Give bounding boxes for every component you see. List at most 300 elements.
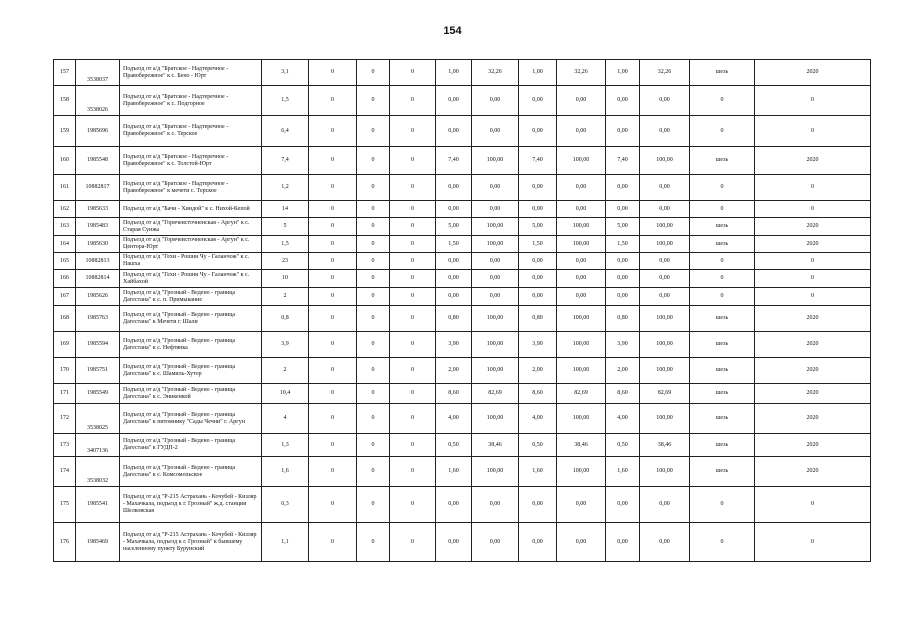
- value-4-cell: 5,00: [436, 218, 472, 236]
- road-code-cell: 3407136: [76, 434, 120, 457]
- row-number-cell: 170: [54, 358, 76, 384]
- value-5-cell: 0,00: [472, 175, 519, 201]
- value-11-cell: 2020: [755, 306, 871, 332]
- value-8-cell: 8,60: [606, 384, 640, 404]
- value-1-cell: 0: [309, 306, 357, 332]
- road-code-cell: 1985630: [76, 236, 120, 253]
- value-1-cell: 0: [309, 288, 357, 306]
- road-name-cell: Подъезд от а/д "Грозный - Ведено - граница Дагестана" к с. п. Примыкание: [120, 288, 262, 306]
- table-row: [54, 384, 871, 404]
- road-code-cell: 1985483: [76, 218, 120, 236]
- value-2-cell: 0: [357, 288, 390, 306]
- table-row: [54, 457, 871, 487]
- value-11-cell: 0: [755, 201, 871, 218]
- row-number-cell: 167: [54, 288, 76, 306]
- road-length-cell: 5: [262, 218, 309, 236]
- value-7-cell: 100,00: [557, 218, 606, 236]
- value-5-cell: 0,00: [472, 253, 519, 270]
- value-1-cell: 0: [309, 201, 357, 218]
- road-code-cell: 10882814: [76, 270, 120, 288]
- value-4-cell: 1,50: [436, 236, 472, 253]
- row-number-cell: 160: [54, 147, 76, 175]
- value-11-cell: 2020: [755, 404, 871, 434]
- road-length-cell: 1,6: [262, 457, 309, 487]
- value-3-cell: 0: [390, 201, 436, 218]
- table-row: [54, 306, 871, 332]
- value-2-cell: 0: [357, 147, 390, 175]
- road-length-cell: 1,1: [262, 523, 309, 562]
- value-4-cell: 0,80: [436, 306, 472, 332]
- table-row: [54, 523, 871, 562]
- value-2-cell: 0: [357, 253, 390, 270]
- value-7-cell: 0,00: [557, 288, 606, 306]
- value-9-cell: 100,00: [640, 306, 690, 332]
- row-number-cell: 172: [54, 404, 76, 434]
- value-3-cell: 0: [390, 270, 436, 288]
- value-9-cell: 38,46: [640, 434, 690, 457]
- value-6-cell: 4,00: [519, 404, 557, 434]
- road-name-cell: Подъезд от а/д "Грозный - Ведено - граница Дагестана" к Мечети г. Шали: [120, 306, 262, 332]
- value-9-cell: 0,00: [640, 175, 690, 201]
- value-10-cell: шезь: [690, 384, 755, 404]
- value-11-cell: 2020: [755, 358, 871, 384]
- value-5-cell: 82,69: [472, 384, 519, 404]
- value-3-cell: 0: [390, 384, 436, 404]
- value-4-cell: 8,60: [436, 384, 472, 404]
- value-9-cell: 0,00: [640, 201, 690, 218]
- value-5-cell: 0,00: [472, 201, 519, 218]
- value-9-cell: 32,26: [640, 60, 690, 86]
- value-11-cell: 0: [755, 116, 871, 147]
- value-5-cell: 100,00: [472, 218, 519, 236]
- road-code-cell: 10882813: [76, 253, 120, 270]
- value-6-cell: 0,50: [519, 434, 557, 457]
- value-5-cell: 0,00: [472, 487, 519, 523]
- value-8-cell: 2,00: [606, 358, 640, 384]
- value-3-cell: 0: [390, 306, 436, 332]
- road-name-cell: Подъезд от а/д "Грозный - Ведено - граница Дагестана" к с. Нефтянка: [120, 332, 262, 358]
- value-3-cell: 0: [390, 253, 436, 270]
- value-10-cell: 0: [690, 288, 755, 306]
- value-1-cell: 0: [309, 457, 357, 487]
- value-5-cell: 100,00: [472, 306, 519, 332]
- road-length-cell: 2: [262, 288, 309, 306]
- value-10-cell: шезь: [690, 358, 755, 384]
- road-code-cell: 1985469: [76, 523, 120, 562]
- value-8-cell: 0,00: [606, 116, 640, 147]
- road-code-cell: 3538032: [76, 457, 120, 487]
- table-row: [54, 434, 871, 457]
- value-5-cell: 100,00: [472, 358, 519, 384]
- road-length-cell: 6,4: [262, 116, 309, 147]
- road-length-cell: 0,3: [262, 487, 309, 523]
- value-6-cell: 7,40: [519, 147, 557, 175]
- value-6-cell: 0,00: [519, 86, 557, 116]
- value-8-cell: 0,00: [606, 270, 640, 288]
- value-5-cell: 100,00: [472, 147, 519, 175]
- value-10-cell: 0: [690, 201, 755, 218]
- value-8-cell: 0,50: [606, 434, 640, 457]
- value-3-cell: 0: [390, 60, 436, 86]
- road-length-cell: 4: [262, 404, 309, 434]
- value-8-cell: 3,90: [606, 332, 640, 358]
- value-11-cell: 2020: [755, 218, 871, 236]
- value-7-cell: 32,26: [557, 60, 606, 86]
- value-3-cell: 0: [390, 116, 436, 147]
- road-length-cell: 2: [262, 358, 309, 384]
- value-7-cell: 0,00: [557, 201, 606, 218]
- value-6-cell: 3,90: [519, 332, 557, 358]
- value-1-cell: 0: [309, 86, 357, 116]
- road-length-cell: 1,5: [262, 236, 309, 253]
- value-10-cell: 0: [690, 270, 755, 288]
- table-row: [54, 404, 871, 434]
- value-6-cell: 0,00: [519, 270, 557, 288]
- value-9-cell: 0,00: [640, 523, 690, 562]
- value-10-cell: 0: [690, 116, 755, 147]
- value-7-cell: 100,00: [557, 236, 606, 253]
- road-length-cell: 0,8: [262, 306, 309, 332]
- value-11-cell: 0: [755, 288, 871, 306]
- value-3-cell: 0: [390, 175, 436, 201]
- table-row: [54, 175, 871, 201]
- road-length-cell: 10,4: [262, 384, 309, 404]
- row-number-cell: 174: [54, 457, 76, 487]
- value-9-cell: 0,00: [640, 270, 690, 288]
- value-10-cell: шезь: [690, 60, 755, 86]
- value-10-cell: шезь: [690, 434, 755, 457]
- value-4-cell: 7,40: [436, 147, 472, 175]
- row-number-cell: 158: [54, 86, 76, 116]
- row-number-cell: 157: [54, 60, 76, 86]
- value-6-cell: 0,00: [519, 175, 557, 201]
- road-length-cell: 14: [262, 201, 309, 218]
- value-9-cell: 100,00: [640, 236, 690, 253]
- road-code-cell: 3538025: [76, 404, 120, 434]
- road-name-cell: Подъезд от а/д "Грозный - Ведено - граница Дагестана" к с. Комсомольское: [120, 457, 262, 487]
- table-row: [54, 147, 871, 175]
- roads-table: [53, 59, 871, 562]
- value-6-cell: 0,00: [519, 116, 557, 147]
- road-length-cell: 3,9: [262, 332, 309, 358]
- table-row: [54, 270, 871, 288]
- value-9-cell: 0,00: [640, 288, 690, 306]
- road-name-cell: Подъезд от а/д "Грозный - Ведено - граница Дагестана" к с. Эникенкой: [120, 384, 262, 404]
- value-9-cell: 100,00: [640, 457, 690, 487]
- road-length-cell: 10: [262, 270, 309, 288]
- row-number-cell: 171: [54, 384, 76, 404]
- value-9-cell: 100,00: [640, 218, 690, 236]
- road-name-cell: Подъезд от а/д "Братское - Надтеречное - Правобережное" к с. Толстой-Юрт: [120, 147, 262, 175]
- value-8-cell: 5,00: [606, 218, 640, 236]
- row-number-cell: 165: [54, 253, 76, 270]
- road-name-cell: Подъезд от а/д "Братское - Надтеречное - Правобережное" к мечети с. Терское: [120, 175, 262, 201]
- value-4-cell: 0,00: [436, 487, 472, 523]
- value-7-cell: 0,00: [557, 116, 606, 147]
- value-7-cell: 100,00: [557, 358, 606, 384]
- value-10-cell: шезь: [690, 404, 755, 434]
- value-3-cell: 0: [390, 434, 436, 457]
- road-name-cell: Подъезд от а/д "Братское - Надтеречное - Правобережное" к с. Подгорное: [120, 86, 262, 116]
- value-1-cell: 0: [309, 404, 357, 434]
- road-code-cell: 1985549: [76, 384, 120, 404]
- value-5-cell: 100,00: [472, 404, 519, 434]
- value-2-cell: 0: [357, 236, 390, 253]
- value-7-cell: 100,00: [557, 404, 606, 434]
- value-8-cell: 0,00: [606, 523, 640, 562]
- value-6-cell: 1,60: [519, 457, 557, 487]
- value-1-cell: 0: [309, 147, 357, 175]
- value-1-cell: 0: [309, 253, 357, 270]
- value-11-cell: 0: [755, 175, 871, 201]
- row-number-cell: 166: [54, 270, 76, 288]
- value-8-cell: 0,00: [606, 288, 640, 306]
- value-11-cell: 0: [755, 523, 871, 562]
- row-number-cell: 176: [54, 523, 76, 562]
- table-row: [54, 487, 871, 523]
- value-8-cell: 0,00: [606, 201, 640, 218]
- value-5-cell: 100,00: [472, 457, 519, 487]
- road-code-cell: 1985626: [76, 288, 120, 306]
- value-5-cell: 0,00: [472, 86, 519, 116]
- value-6-cell: 8,60: [519, 384, 557, 404]
- road-name-cell: Подъезд от а/д "Братское - Надтеречное - Правобережное" к с. Терское: [120, 116, 262, 147]
- table-row: [54, 358, 871, 384]
- value-2-cell: 0: [357, 523, 390, 562]
- road-name-cell: Подъезд от а/д "Грозный - Ведено - граница Дагестана" к с. Шамиль-Хутор: [120, 358, 262, 384]
- value-11-cell: 2020: [755, 147, 871, 175]
- value-11-cell: 2020: [755, 60, 871, 86]
- value-3-cell: 0: [390, 332, 436, 358]
- value-8-cell: 7,40: [606, 147, 640, 175]
- value-7-cell: 0,00: [557, 487, 606, 523]
- row-number-cell: 169: [54, 332, 76, 358]
- value-5-cell: 100,00: [472, 332, 519, 358]
- value-10-cell: шезь: [690, 147, 755, 175]
- value-1-cell: 0: [309, 175, 357, 201]
- row-number-cell: 175: [54, 487, 76, 523]
- road-length-cell: 1,5: [262, 86, 309, 116]
- value-6-cell: 0,00: [519, 288, 557, 306]
- value-3-cell: 0: [390, 218, 436, 236]
- value-8-cell: 4,00: [606, 404, 640, 434]
- row-number-cell: 161: [54, 175, 76, 201]
- value-8-cell: 1,50: [606, 236, 640, 253]
- value-7-cell: 38,46: [557, 434, 606, 457]
- value-11-cell: 2020: [755, 332, 871, 358]
- road-name-cell: Подъезд от а/д "Бачи - Хиндой" к с. Нихой-Кепой: [120, 201, 262, 218]
- table-row: [54, 236, 871, 253]
- value-4-cell: 1,60: [436, 457, 472, 487]
- row-number-cell: 163: [54, 218, 76, 236]
- value-5-cell: 0,00: [472, 116, 519, 147]
- value-10-cell: шезь: [690, 218, 755, 236]
- value-2-cell: 0: [357, 404, 390, 434]
- value-6-cell: 0,00: [519, 523, 557, 562]
- value-2-cell: 0: [357, 270, 390, 288]
- value-4-cell: 0,00: [436, 201, 472, 218]
- value-1-cell: 0: [309, 236, 357, 253]
- value-1-cell: 0: [309, 523, 357, 562]
- page-number: 154: [443, 25, 462, 37]
- value-8-cell: 0,00: [606, 175, 640, 201]
- value-2-cell: 0: [357, 116, 390, 147]
- value-8-cell: 0,00: [606, 487, 640, 523]
- road-length-cell: 1,2: [262, 175, 309, 201]
- value-3-cell: 0: [390, 404, 436, 434]
- value-1-cell: 0: [309, 358, 357, 384]
- road-name-cell: Подъезд от а/д "Горячеисточненская - Аргун" к с. Центора-Юрт: [120, 236, 262, 253]
- value-10-cell: 0: [690, 487, 755, 523]
- value-5-cell: 32,26: [472, 60, 519, 86]
- value-2-cell: 0: [357, 434, 390, 457]
- row-number-cell: 168: [54, 306, 76, 332]
- value-7-cell: 0,00: [557, 86, 606, 116]
- value-7-cell: 0,00: [557, 523, 606, 562]
- table-body: [54, 60, 871, 562]
- value-4-cell: 0,50: [436, 434, 472, 457]
- row-number-cell: 173: [54, 434, 76, 457]
- value-5-cell: 0,00: [472, 523, 519, 562]
- value-1-cell: 0: [309, 384, 357, 404]
- value-6-cell: 0,00: [519, 201, 557, 218]
- value-6-cell: 1,00: [519, 60, 557, 86]
- value-9-cell: 0,00: [640, 116, 690, 147]
- value-4-cell: 0,00: [436, 270, 472, 288]
- value-7-cell: 0,00: [557, 175, 606, 201]
- value-11-cell: 0: [755, 86, 871, 116]
- road-name-cell: Подъезд от а/д "Братское - Надтеречное - Правобережное" к с. Бено - Юрт: [120, 60, 262, 86]
- value-7-cell: 100,00: [557, 147, 606, 175]
- table-row: [54, 201, 871, 218]
- table-row: [54, 86, 871, 116]
- road-code-cell: 1985594: [76, 332, 120, 358]
- value-7-cell: 82,69: [557, 384, 606, 404]
- value-2-cell: 0: [357, 332, 390, 358]
- value-6-cell: 0,80: [519, 306, 557, 332]
- road-code-cell: 1985751: [76, 358, 120, 384]
- table-row: [54, 253, 871, 270]
- value-8-cell: 0,00: [606, 86, 640, 116]
- road-length-cell: 7,4: [262, 147, 309, 175]
- road-code-cell: 10882817: [76, 175, 120, 201]
- value-7-cell: 100,00: [557, 306, 606, 332]
- value-1-cell: 0: [309, 218, 357, 236]
- road-name-cell: Подъезд от а/д "Р-215 Астрахань - Кочубей - Кизляр - Махачкала, подъезд к г. Грозный" ж.д. станции Шелковская: [120, 487, 262, 523]
- value-7-cell: 0,00: [557, 270, 606, 288]
- road-code-cell: 1985763: [76, 306, 120, 332]
- value-11-cell: 0: [755, 270, 871, 288]
- value-11-cell: 0: [755, 487, 871, 523]
- value-2-cell: 0: [357, 306, 390, 332]
- value-1-cell: 0: [309, 116, 357, 147]
- row-number-cell: 162: [54, 201, 76, 218]
- value-4-cell: 0,00: [436, 86, 472, 116]
- road-name-cell: Подъезд от а/д "Р-215 Астрахань - Кочубей - Кизляр - Махачкала, подъезд к г. Грозный" к бывшему населенному пункту Бурунский: [120, 523, 262, 562]
- road-code-cell: 1985633: [76, 201, 120, 218]
- road-code-cell: 1985548: [76, 147, 120, 175]
- road-length-cell: 23: [262, 253, 309, 270]
- value-10-cell: шезь: [690, 457, 755, 487]
- value-3-cell: 0: [390, 86, 436, 116]
- value-1-cell: 0: [309, 60, 357, 86]
- road-name-cell: Подъезд от а/д "Грозный - Ведено - граница Дагестана" к питомнику "Сады Чечни" г. Аргун: [120, 404, 262, 434]
- road-code-cell: 3538037: [76, 60, 120, 86]
- value-3-cell: 0: [390, 487, 436, 523]
- table-row: [54, 218, 871, 236]
- road-length-cell: 3,1: [262, 60, 309, 86]
- value-9-cell: 0,00: [640, 86, 690, 116]
- value-4-cell: 3,90: [436, 332, 472, 358]
- value-3-cell: 0: [390, 288, 436, 306]
- value-8-cell: 1,60: [606, 457, 640, 487]
- value-10-cell: 0: [690, 86, 755, 116]
- value-1-cell: 0: [309, 487, 357, 523]
- value-11-cell: 2020: [755, 236, 871, 253]
- value-10-cell: шезь: [690, 332, 755, 358]
- value-6-cell: 2,00: [519, 358, 557, 384]
- value-4-cell: 0,00: [436, 175, 472, 201]
- value-2-cell: 0: [357, 175, 390, 201]
- value-7-cell: 0,00: [557, 253, 606, 270]
- value-4-cell: 0,00: [436, 253, 472, 270]
- road-name-cell: Подъезд от а/д "Грозный - Ведено - граница Дагестана" к ГУДП-2: [120, 434, 262, 457]
- value-1-cell: 0: [309, 434, 357, 457]
- value-2-cell: 0: [357, 86, 390, 116]
- value-9-cell: 100,00: [640, 404, 690, 434]
- table-row: [54, 116, 871, 147]
- value-4-cell: 0,00: [436, 288, 472, 306]
- value-9-cell: 0,00: [640, 487, 690, 523]
- value-10-cell: шезь: [690, 306, 755, 332]
- value-9-cell: 100,00: [640, 147, 690, 175]
- road-name-cell: Подъезд от а/д "Гехи - Рошни Чу - Галанчож" к с. Нашха: [120, 253, 262, 270]
- value-11-cell: 0: [755, 253, 871, 270]
- value-1-cell: 0: [309, 270, 357, 288]
- value-1-cell: 0: [309, 332, 357, 358]
- row-number-cell: 159: [54, 116, 76, 147]
- value-5-cell: 100,00: [472, 236, 519, 253]
- value-6-cell: 1,50: [519, 236, 557, 253]
- value-2-cell: 0: [357, 457, 390, 487]
- value-7-cell: 100,00: [557, 457, 606, 487]
- road-code-cell: 3538026: [76, 86, 120, 116]
- value-2-cell: 0: [357, 201, 390, 218]
- value-3-cell: 0: [390, 523, 436, 562]
- value-2-cell: 0: [357, 218, 390, 236]
- table-row: [54, 60, 871, 86]
- value-4-cell: 4,00: [436, 404, 472, 434]
- value-8-cell: 0,00: [606, 253, 640, 270]
- value-2-cell: 0: [357, 60, 390, 86]
- value-9-cell: 82,69: [640, 384, 690, 404]
- value-4-cell: 1,00: [436, 60, 472, 86]
- value-3-cell: 0: [390, 236, 436, 253]
- value-11-cell: 2020: [755, 457, 871, 487]
- value-5-cell: 38,46: [472, 434, 519, 457]
- value-2-cell: 0: [357, 384, 390, 404]
- value-4-cell: 0,00: [436, 116, 472, 147]
- value-6-cell: 5,00: [519, 218, 557, 236]
- road-code-cell: 1985696: [76, 116, 120, 147]
- value-5-cell: 0,00: [472, 288, 519, 306]
- value-7-cell: 100,00: [557, 332, 606, 358]
- value-4-cell: 0,00: [436, 523, 472, 562]
- table-row: [54, 288, 871, 306]
- value-9-cell: 0,00: [640, 253, 690, 270]
- road-code-cell: 1985541: [76, 487, 120, 523]
- value-2-cell: 0: [357, 358, 390, 384]
